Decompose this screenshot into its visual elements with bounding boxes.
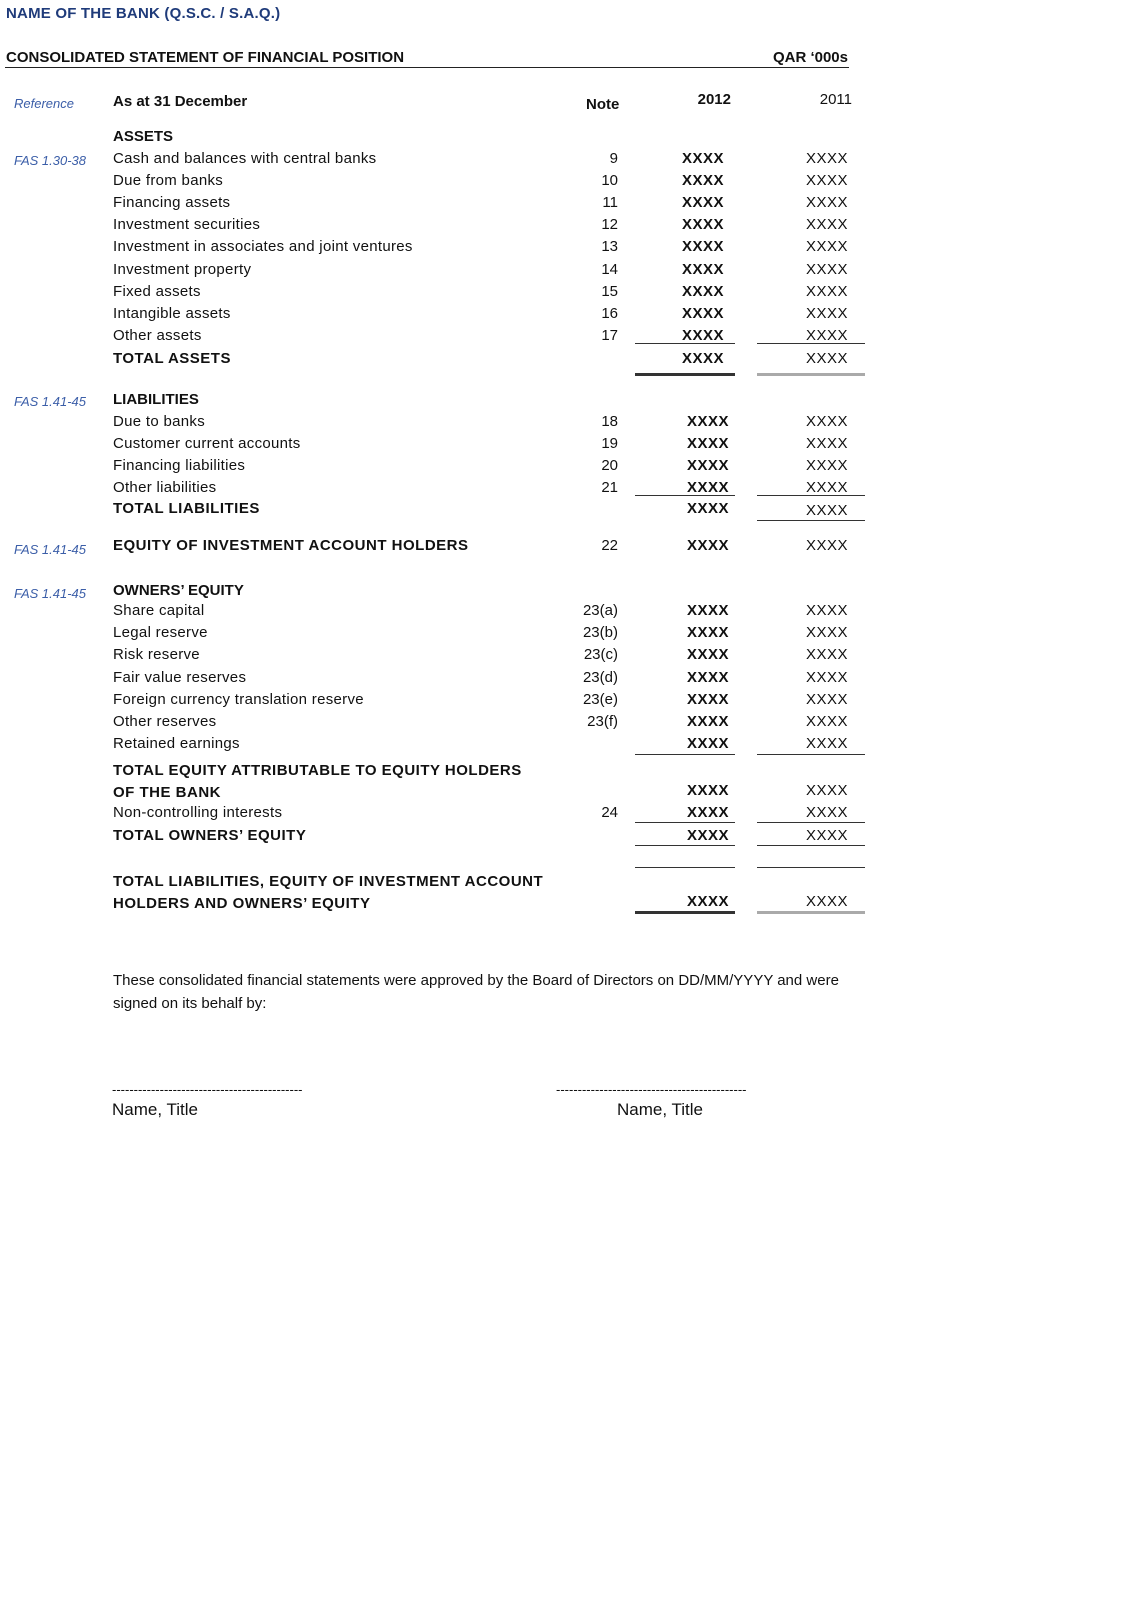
total-assets-row <box>0 350 1131 372</box>
total-equity-attributable-line2: OF THE BANK <box>113 784 221 801</box>
row-value-2012: XXXX <box>687 668 730 686</box>
table-row <box>0 479 1131 501</box>
row-note: 19 <box>601 435 618 452</box>
row-value-2012: XXXX <box>682 216 725 234</box>
table-row <box>0 735 1131 757</box>
nci-line-2011 <box>757 822 865 823</box>
section-owners-equity: OWNERS’ EQUITY <box>113 582 244 599</box>
row-value-2012: XXXX <box>682 282 725 300</box>
title-underline <box>5 67 849 68</box>
table-row <box>0 646 1131 668</box>
row-label: Foreign currency translation reserve <box>113 690 364 708</box>
nci-2011: XXXX <box>805 804 848 821</box>
toe-line-2012 <box>635 845 735 846</box>
approval-text: These consolidated financial statements were approved by the Board of Directors on DD/MM/YYYY and were signed on its behalf by: <box>113 972 839 1012</box>
section-liabilities: LIABILITIES <box>113 391 199 408</box>
row-value-2012: XXXX <box>687 735 730 753</box>
table-row <box>0 238 1131 260</box>
year-2011-header: 2011 <box>819 91 852 108</box>
row-note: 14 <box>601 260 618 278</box>
row-value-2012: XXXX <box>682 194 725 212</box>
row-value-2011: XXXX <box>805 304 848 322</box>
row-value-2011: XXXX <box>805 668 848 686</box>
table-row <box>0 624 1131 646</box>
row-value-2011: XXXX <box>805 457 848 474</box>
row-value-2012: XXXX <box>682 150 725 167</box>
row-label: Other reserves <box>113 713 217 730</box>
statement-title: CONSOLIDATED STATEMENT OF FINANCIAL POSITION <box>6 49 405 66</box>
row-value-2011: XXXX <box>805 435 848 452</box>
row-value-2012: XXXX <box>682 238 725 256</box>
total-assets-2011: XXXX <box>805 350 848 367</box>
reference-equity-iah: FAS 1.41-45 <box>14 542 87 557</box>
equity-iah-row <box>0 537 1131 559</box>
row-label: Intangible assets <box>113 304 231 322</box>
row-value-2012: XXXX <box>687 646 730 664</box>
grand-total-2011: XXXX <box>805 893 848 910</box>
equity-iah-note: 22 <box>601 537 618 554</box>
row-label: Due to banks <box>113 413 205 430</box>
total-liabilities-2012: XXXX <box>687 500 730 517</box>
row-note: 18 <box>601 413 618 430</box>
nci-label: Non-controlling interests <box>113 804 283 821</box>
table-row <box>0 172 1131 194</box>
row-value-2011: XXXX <box>805 216 848 234</box>
nci-line-2012 <box>635 822 735 823</box>
row-value-2011: XXXX <box>805 479 848 496</box>
table-row <box>0 283 1131 305</box>
row-note: 23(f) <box>587 713 618 730</box>
row-value-2012: XXXX <box>687 413 730 430</box>
total-liabilities-row <box>0 500 1131 522</box>
total-liabilities-label: TOTAL LIABILITIES <box>113 500 260 517</box>
table-row <box>0 669 1131 691</box>
row-note: 20 <box>601 457 618 474</box>
total-assets-2012: XXXX <box>682 350 725 367</box>
row-value-2012: XXXX <box>687 690 730 708</box>
row-label: Fixed assets <box>113 282 201 300</box>
signature-line-1: -------------------------------------------- <box>112 1082 303 1097</box>
total-assets-double-line-2012 <box>635 373 735 376</box>
total-liabilities-line-2011 <box>757 520 865 521</box>
row-note: 21 <box>601 479 618 496</box>
note-header: Note <box>586 96 620 113</box>
row-label: Investment in associates and joint ventures <box>113 238 413 256</box>
toe-line-2011 <box>757 845 865 846</box>
year-2012-header: 2012 <box>697 91 731 108</box>
row-note: 13 <box>601 238 618 256</box>
nci-row <box>0 804 1131 826</box>
row-note: 23(b) <box>582 624 618 642</box>
table-row <box>0 261 1131 283</box>
table-row <box>0 413 1131 435</box>
row-value-2011: XXXX <box>805 646 848 664</box>
table-row <box>0 457 1131 479</box>
total-owners-equity-2011: XXXX <box>805 827 848 844</box>
row-label: Legal reserve <box>113 624 208 642</box>
row-value-2011: XXXX <box>805 624 848 642</box>
assets-subtotal-line-2012 <box>635 343 735 344</box>
row-label: Due from banks <box>113 172 224 190</box>
table-row <box>0 602 1131 624</box>
table-row <box>0 713 1131 735</box>
row-value-2011: XXXX <box>805 690 848 708</box>
total-equity-attributable-2012: XXXX <box>687 782 730 799</box>
row-value-2011: XXXX <box>805 602 848 619</box>
row-value-2012: XXXX <box>687 435 730 452</box>
liabilities-subtotal-line-2012 <box>635 495 735 496</box>
row-note: 23(c) <box>583 646 618 664</box>
row-label: Other liabilities <box>113 479 217 496</box>
reference-owners-equity: FAS 1.41-45 <box>14 586 87 601</box>
row-value-2012: XXXX <box>687 602 730 619</box>
row-value-2012: XXXX <box>682 326 725 344</box>
table-row <box>0 327 1131 349</box>
as-at-header: As at 31 December <box>113 93 248 110</box>
row-value-2011: XXXX <box>805 172 848 190</box>
equity-iah-label: EQUITY OF INVESTMENT ACCOUNT HOLDERS <box>113 537 469 554</box>
reference-liabilities: FAS 1.41-45 <box>14 394 87 409</box>
assets-subtotal-line-2011 <box>757 343 865 344</box>
row-value-2012: XXXX <box>687 479 730 496</box>
nci-note: 24 <box>601 804 618 821</box>
row-value-2011: XXXX <box>805 150 848 167</box>
grand-total-bottom-line-2012 <box>635 911 735 914</box>
row-value-2012: XXXX <box>687 624 730 642</box>
total-assets-double-line-2011 <box>757 373 865 376</box>
row-value-2011: XXXX <box>805 713 848 730</box>
row-note: 23(e) <box>582 690 618 708</box>
currency-label: QAR ‘000s <box>772 49 848 66</box>
row-value-2012: XXXX <box>687 457 730 474</box>
row-label: Fair value reserves <box>113 668 247 686</box>
row-label: Customer current accounts <box>113 435 301 452</box>
row-value-2011: XXXX <box>805 413 848 430</box>
total-owners-equity-row <box>0 827 1131 849</box>
table-row <box>0 216 1131 238</box>
grand-total-line2: HOLDERS AND OWNERS’ EQUITY <box>113 895 371 912</box>
row-value-2011: XXXX <box>805 326 848 344</box>
total-equity-attributable-line1: TOTAL EQUITY ATTRIBUTABLE TO EQUITY HOLDERS <box>113 762 522 779</box>
grand-total-row <box>0 893 1131 915</box>
liabilities-subtotal-line-2011 <box>757 495 865 496</box>
table-row <box>0 691 1131 713</box>
signature-line-2: -------------------------------------------- <box>556 1082 747 1097</box>
grand-total-top-line-2012 <box>635 867 735 868</box>
total-owners-equity-label: TOTAL OWNERS’ EQUITY <box>113 827 307 844</box>
section-assets: ASSETS <box>113 128 174 145</box>
nci-2012: XXXX <box>687 804 730 821</box>
row-label: Investment securities <box>113 216 261 234</box>
row-value-2012: XXXX <box>682 260 725 278</box>
total-equity-attributable-row <box>0 782 1131 804</box>
row-note: 9 <box>609 150 618 167</box>
reference-header: Reference <box>14 96 74 111</box>
row-note: 15 <box>601 282 618 300</box>
row-value-2011: XXXX <box>805 735 848 753</box>
signatory-1: Name, Title <box>112 1100 198 1119</box>
total-owners-equity-2012: XXXX <box>687 827 730 844</box>
row-note: 10 <box>601 172 618 190</box>
bank-name: NAME OF THE BANK (Q.S.C. / S.A.Q.) <box>6 5 281 22</box>
row-value-2011: XXXX <box>805 282 848 300</box>
oe-subtotal-line-2011 <box>757 754 865 755</box>
grand-total-2012: XXXX <box>687 893 730 910</box>
table-row <box>0 194 1131 216</box>
reference-assets: FAS 1.30-38 <box>14 153 87 168</box>
row-label: Share capital <box>113 602 205 619</box>
row-label: Other assets <box>113 326 202 344</box>
total-assets-label: TOTAL ASSETS <box>113 350 231 367</box>
row-value-2012: XXXX <box>682 304 725 322</box>
table-row <box>0 305 1131 327</box>
row-label: Financing assets <box>113 194 231 212</box>
row-note: 11 <box>602 194 618 212</box>
row-note: 23(d) <box>582 668 618 686</box>
row-value-2012: XXXX <box>682 172 725 190</box>
row-note: 23(a) <box>582 602 618 619</box>
equity-iah-2011: XXXX <box>805 537 848 554</box>
oe-subtotal-line-2012 <box>635 754 735 755</box>
row-label: Retained earnings <box>113 735 240 753</box>
table-row <box>0 435 1131 457</box>
total-liabilities-2011: XXXX <box>805 502 848 519</box>
grand-total-bottom-line-2011 <box>757 911 865 914</box>
row-label: Cash and balances with central banks <box>113 150 377 167</box>
row-value-2012: XXXX <box>687 713 730 730</box>
signatory-2: Name, Title <box>617 1100 703 1119</box>
row-label: Investment property <box>113 260 252 278</box>
row-value-2011: XXXX <box>805 194 848 212</box>
grand-total-line1: TOTAL LIABILITIES, EQUITY OF INVESTMENT ACCOUNT <box>113 873 544 890</box>
equity-iah-2012: XXXX <box>687 537 730 554</box>
grand-total-top-line-2011 <box>757 867 865 868</box>
row-label: Financing liabilities <box>113 457 246 474</box>
row-note: 16 <box>601 304 618 322</box>
total-equity-attributable-2011: XXXX <box>805 782 848 799</box>
row-note: 17 <box>601 326 618 344</box>
row-label: Risk reserve <box>113 646 200 664</box>
row-value-2011: XXXX <box>805 238 848 256</box>
row-note: 12 <box>601 216 618 234</box>
row-value-2011: XXXX <box>805 260 848 278</box>
table-row <box>0 150 1131 172</box>
